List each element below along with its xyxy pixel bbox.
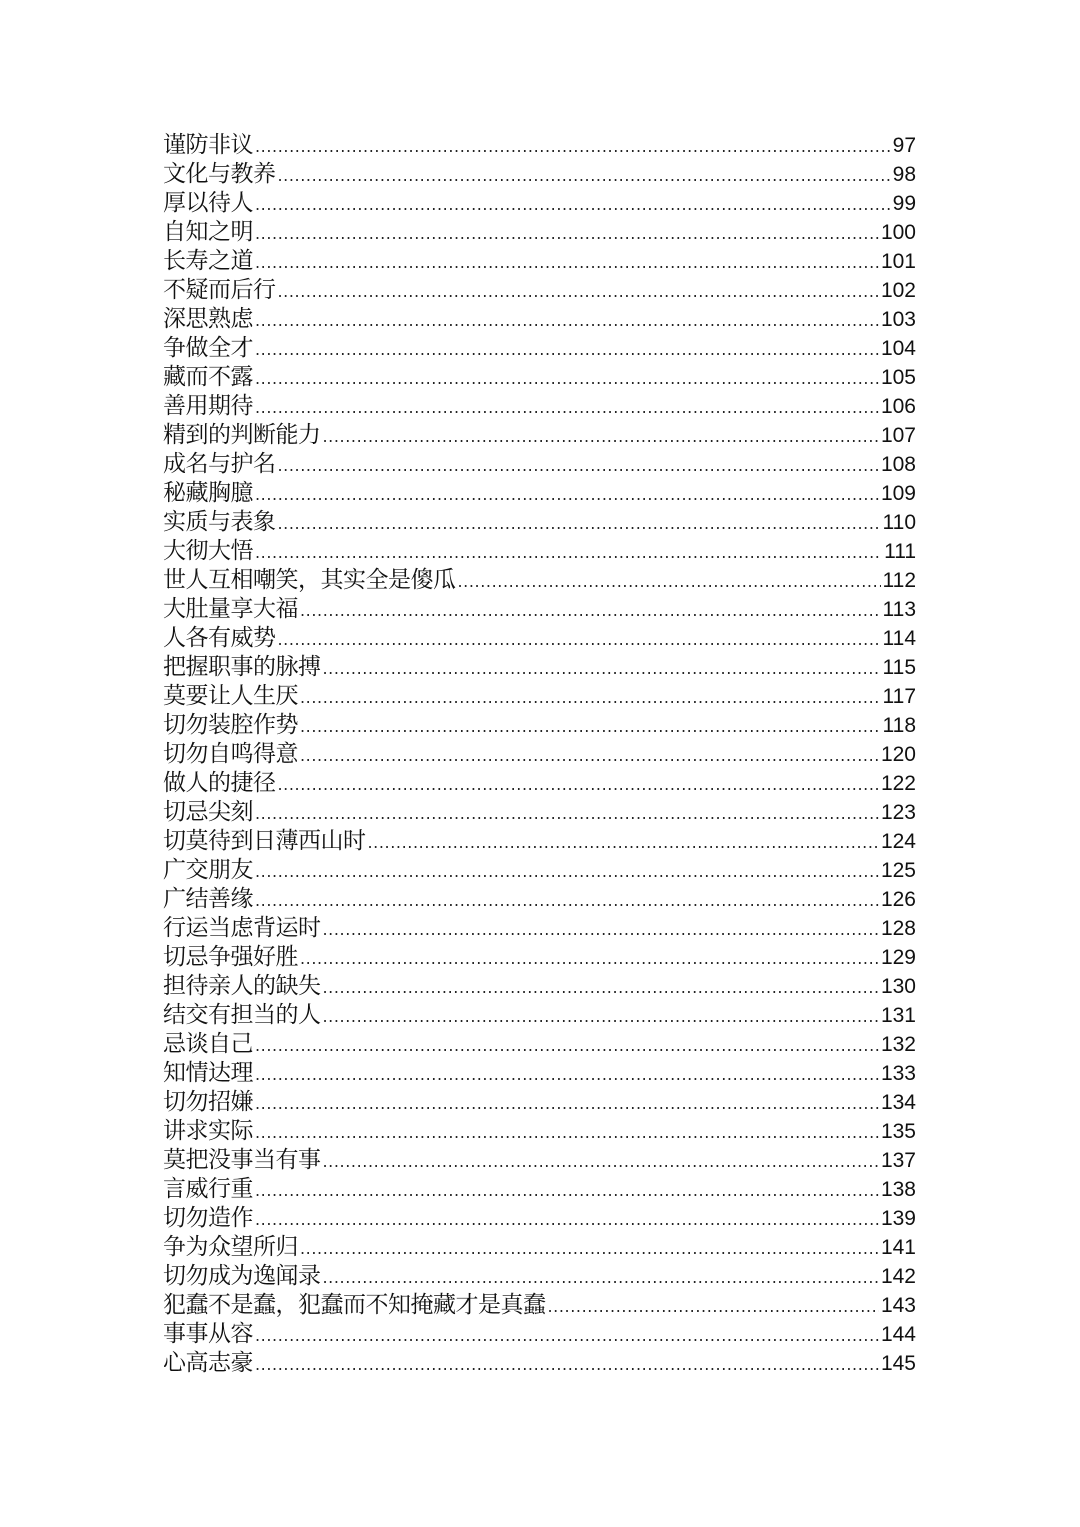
toc-entry-title: 讲求实际 <box>163 1118 253 1144</box>
toc-dot-leader <box>548 1292 879 1321</box>
toc-entry-page-number: 118 <box>882 714 916 737</box>
toc-dot-leader <box>255 1350 879 1379</box>
toc-entry[interactable] <box>163 363 916 392</box>
toc-entry-title: 切忌尖刻 <box>163 799 253 825</box>
toc-dot-leader <box>300 944 879 973</box>
toc-entry-page-number: 126 <box>880 888 916 911</box>
toc-entry[interactable] <box>163 392 916 421</box>
toc-entry-page-number: 103 <box>880 308 916 331</box>
toc-entry[interactable] <box>163 218 916 247</box>
toc-entry-title: 知情达理 <box>163 1060 253 1086</box>
toc-entry[interactable] <box>163 1291 916 1320</box>
toc-entry[interactable] <box>163 160 916 189</box>
toc-entry[interactable] <box>163 1001 916 1030</box>
toc-dot-leader <box>255 799 879 828</box>
toc-entry-title: 广交朋友 <box>163 857 253 883</box>
toc-dot-leader <box>255 335 879 364</box>
toc-dot-leader <box>368 828 879 857</box>
toc-entry[interactable] <box>163 914 916 943</box>
toc-entry-title: 世人互相嘲笑，其实全是傻瓜 <box>163 567 456 593</box>
toc-entry-page-number: 134 <box>880 1091 916 1114</box>
toc-entry-title: 成名与护名 <box>163 451 276 477</box>
toc-entry-title: 秘藏胸臆 <box>163 480 253 506</box>
toc-entry-page-number: 99 <box>892 192 916 215</box>
toc-entry-page-number: 105 <box>880 366 916 389</box>
toc-entry[interactable] <box>163 1233 916 1262</box>
toc-dot-leader <box>255 306 879 335</box>
toc-entry-page-number: 108 <box>880 453 916 476</box>
toc-entry-title: 藏而不露 <box>163 364 253 390</box>
toc-entry-title: 切勿成为逸闻录 <box>163 1263 321 1289</box>
toc-entry-title: 不疑而后行 <box>163 277 276 303</box>
toc-entry-page-number: 123 <box>880 801 916 824</box>
toc-entry[interactable] <box>163 1117 916 1146</box>
toc-entry-page-number: 100 <box>880 221 916 244</box>
toc-entry-page-number: 135 <box>880 1120 916 1143</box>
toc-entry-page-number: 144 <box>880 1323 916 1346</box>
toc-entry[interactable] <box>163 740 916 769</box>
toc-dot-leader <box>255 219 879 248</box>
toc-entry-title: 行运当虑背运时 <box>163 915 321 941</box>
toc-entry-page-number: 112 <box>882 569 916 592</box>
toc-entry[interactable] <box>163 566 916 595</box>
toc-entry-page-number: 129 <box>880 946 916 969</box>
toc-entry[interactable] <box>163 1088 916 1117</box>
toc-entry[interactable] <box>163 305 916 334</box>
toc-entry[interactable] <box>163 479 916 508</box>
toc-entry-page-number: 98 <box>892 163 916 186</box>
toc-entry[interactable] <box>163 450 916 479</box>
toc-entry-title: 人各有威势 <box>163 625 276 651</box>
toc-entry-title: 切忌争强好胜 <box>163 944 298 970</box>
toc-entry-page-number: 131 <box>880 1004 916 1027</box>
toc-entry-title: 切勿造作 <box>163 1205 253 1231</box>
toc-entry-page-number: 133 <box>880 1062 916 1085</box>
toc-entry-title: 大肚量享大福 <box>163 596 298 622</box>
toc-dot-leader <box>323 1263 879 1292</box>
toc-entry-title: 莫要让人生厌 <box>163 683 298 709</box>
toc-entry-page-number: 107 <box>880 424 916 447</box>
toc-entry-title: 争做全才 <box>163 335 253 361</box>
toc-dot-leader <box>255 190 891 219</box>
toc-dot-leader <box>278 161 891 190</box>
toc-dot-leader <box>255 393 879 422</box>
toc-dot-leader <box>300 741 879 770</box>
toc-entry-title: 精到的判断能力 <box>163 422 321 448</box>
toc-entry-title: 做人的捷径 <box>163 770 276 796</box>
toc-dot-leader <box>278 625 881 654</box>
toc-entry[interactable] <box>163 537 916 566</box>
toc-entry-title: 深思熟虑 <box>163 306 253 332</box>
toc-entry-title: 切勿装腔作势 <box>163 712 298 738</box>
toc-dot-leader <box>300 1234 879 1263</box>
toc-entry-title: 实质与表象 <box>163 509 276 535</box>
table-of-contents <box>163 131 916 1378</box>
toc-entry-page-number: 125 <box>880 859 916 882</box>
toc-dot-leader <box>300 596 881 625</box>
toc-entry-page-number: 114 <box>882 627 916 650</box>
toc-entry-page-number: 117 <box>882 685 916 708</box>
toc-entry[interactable] <box>163 1204 916 1233</box>
toc-entry-page-number: 132 <box>880 1033 916 1056</box>
toc-entry-page-number: 110 <box>882 511 916 534</box>
toc-entry-page-number: 141 <box>880 1236 916 1259</box>
toc-entry-page-number: 124 <box>880 830 916 853</box>
toc-dot-leader <box>255 1118 879 1147</box>
toc-entry-page-number: 145 <box>880 1352 916 1375</box>
toc-entry[interactable] <box>163 624 916 653</box>
toc-entry[interactable] <box>163 827 916 856</box>
toc-entry-title: 把握职事的脉搏 <box>163 654 321 680</box>
toc-dot-leader <box>255 248 879 277</box>
toc-entry-page-number: 102 <box>880 279 916 302</box>
toc-entry[interactable] <box>163 189 916 218</box>
toc-entry-page-number: 101 <box>880 250 916 273</box>
toc-entry[interactable] <box>163 334 916 363</box>
toc-dot-leader <box>255 1205 879 1234</box>
toc-entry-page-number: 128 <box>880 917 916 940</box>
toc-entry-page-number: 109 <box>880 482 916 505</box>
toc-entry-page-number: 138 <box>880 1178 916 1201</box>
toc-entry[interactable] <box>163 972 916 1001</box>
toc-dot-leader <box>458 567 881 596</box>
toc-entry-title: 长寿之道 <box>163 248 253 274</box>
toc-entry[interactable] <box>163 1349 916 1378</box>
toc-entry[interactable] <box>163 769 916 798</box>
toc-dot-leader <box>323 973 879 1002</box>
toc-entry[interactable] <box>163 682 916 711</box>
toc-entry-title: 广结善缘 <box>163 886 253 912</box>
toc-entry[interactable] <box>163 711 916 740</box>
toc-entry-title: 犯蠢不是蠢，犯蠢而不知掩藏才是真蠢 <box>163 1292 546 1318</box>
toc-dot-leader <box>323 422 879 451</box>
toc-entry-page-number: 130 <box>880 975 916 998</box>
toc-entry-page-number: 106 <box>880 395 916 418</box>
toc-entry[interactable] <box>163 653 916 682</box>
toc-dot-leader <box>278 451 879 480</box>
toc-dot-leader <box>255 480 879 509</box>
toc-entry-page-number: 137 <box>880 1149 916 1172</box>
toc-dot-leader <box>278 277 879 306</box>
toc-entry-title: 莫把没事当有事 <box>163 1147 321 1173</box>
toc-entry-page-number: 139 <box>880 1207 916 1230</box>
toc-entry-page-number: 142 <box>880 1265 916 1288</box>
toc-entry[interactable] <box>163 1059 916 1088</box>
toc-entry[interactable] <box>163 856 916 885</box>
toc-entry-title: 担待亲人的缺失 <box>163 973 321 999</box>
toc-entry-title: 厚以待人 <box>163 190 253 216</box>
toc-dot-leader <box>323 654 881 683</box>
toc-entry-page-number: 97 <box>892 134 916 157</box>
toc-entry-title: 切勿自鸣得意 <box>163 741 298 767</box>
toc-dot-leader <box>255 364 879 393</box>
toc-dot-leader <box>255 1060 879 1089</box>
toc-entry[interactable] <box>163 885 916 914</box>
toc-entry[interactable] <box>163 595 916 624</box>
toc-entry-page-number: 111 <box>884 540 916 563</box>
toc-entry-title: 切勿招嫌 <box>163 1089 253 1115</box>
toc-dot-leader <box>278 770 879 799</box>
toc-entry[interactable] <box>163 1146 916 1175</box>
toc-entry-title: 言威行重 <box>163 1176 253 1202</box>
toc-dot-leader <box>255 886 879 915</box>
toc-dot-leader <box>255 1321 879 1350</box>
toc-entry[interactable] <box>163 1175 916 1204</box>
toc-entry-title: 切莫待到日薄西山时 <box>163 828 366 854</box>
toc-entry-title: 事事从容 <box>163 1321 253 1347</box>
toc-entry-page-number: 143 <box>880 1294 916 1317</box>
toc-entry[interactable] <box>163 247 916 276</box>
toc-entry-title: 文化与教养 <box>163 161 276 187</box>
toc-dot-leader <box>323 915 879 944</box>
toc-entry[interactable] <box>163 1262 916 1291</box>
toc-dot-leader <box>255 1176 879 1205</box>
toc-entry-page-number: 113 <box>882 598 916 621</box>
toc-entry[interactable] <box>163 1320 916 1349</box>
toc-dot-leader <box>255 132 891 161</box>
toc-entry-title: 谨防非议 <box>163 132 253 158</box>
toc-entry-page-number: 122 <box>880 772 916 795</box>
toc-entry-title: 善用期待 <box>163 393 253 419</box>
toc-dot-leader <box>323 1147 879 1176</box>
toc-entry[interactable] <box>163 943 916 972</box>
toc-entry-page-number: 115 <box>882 656 916 679</box>
toc-dot-leader <box>255 1031 879 1060</box>
toc-entry[interactable] <box>163 798 916 827</box>
toc-dot-leader <box>323 1002 879 1031</box>
toc-entry[interactable] <box>163 276 916 305</box>
toc-entry-title: 心高志豪 <box>163 1350 253 1376</box>
toc-entry-title: 结交有担当的人 <box>163 1002 321 1028</box>
toc-entry[interactable] <box>163 131 916 160</box>
toc-entry-title: 争为众望所归 <box>163 1234 298 1260</box>
toc-dot-leader <box>278 509 881 538</box>
toc-entry-page-number: 104 <box>880 337 916 360</box>
toc-dot-leader <box>255 538 882 567</box>
toc-entry-page-number: 120 <box>880 743 916 766</box>
toc-entry[interactable] <box>163 508 916 537</box>
toc-entry-title: 大彻大悟 <box>163 538 253 564</box>
toc-entry[interactable] <box>163 1030 916 1059</box>
toc-dot-leader <box>300 683 881 712</box>
toc-entry-title: 忌谈自己 <box>163 1031 253 1057</box>
toc-dot-leader <box>300 712 881 741</box>
toc-dot-leader <box>255 1089 879 1118</box>
toc-dot-leader <box>255 857 879 886</box>
toc-entry-title: 自知之明 <box>163 219 253 245</box>
toc-entry[interactable] <box>163 421 916 450</box>
